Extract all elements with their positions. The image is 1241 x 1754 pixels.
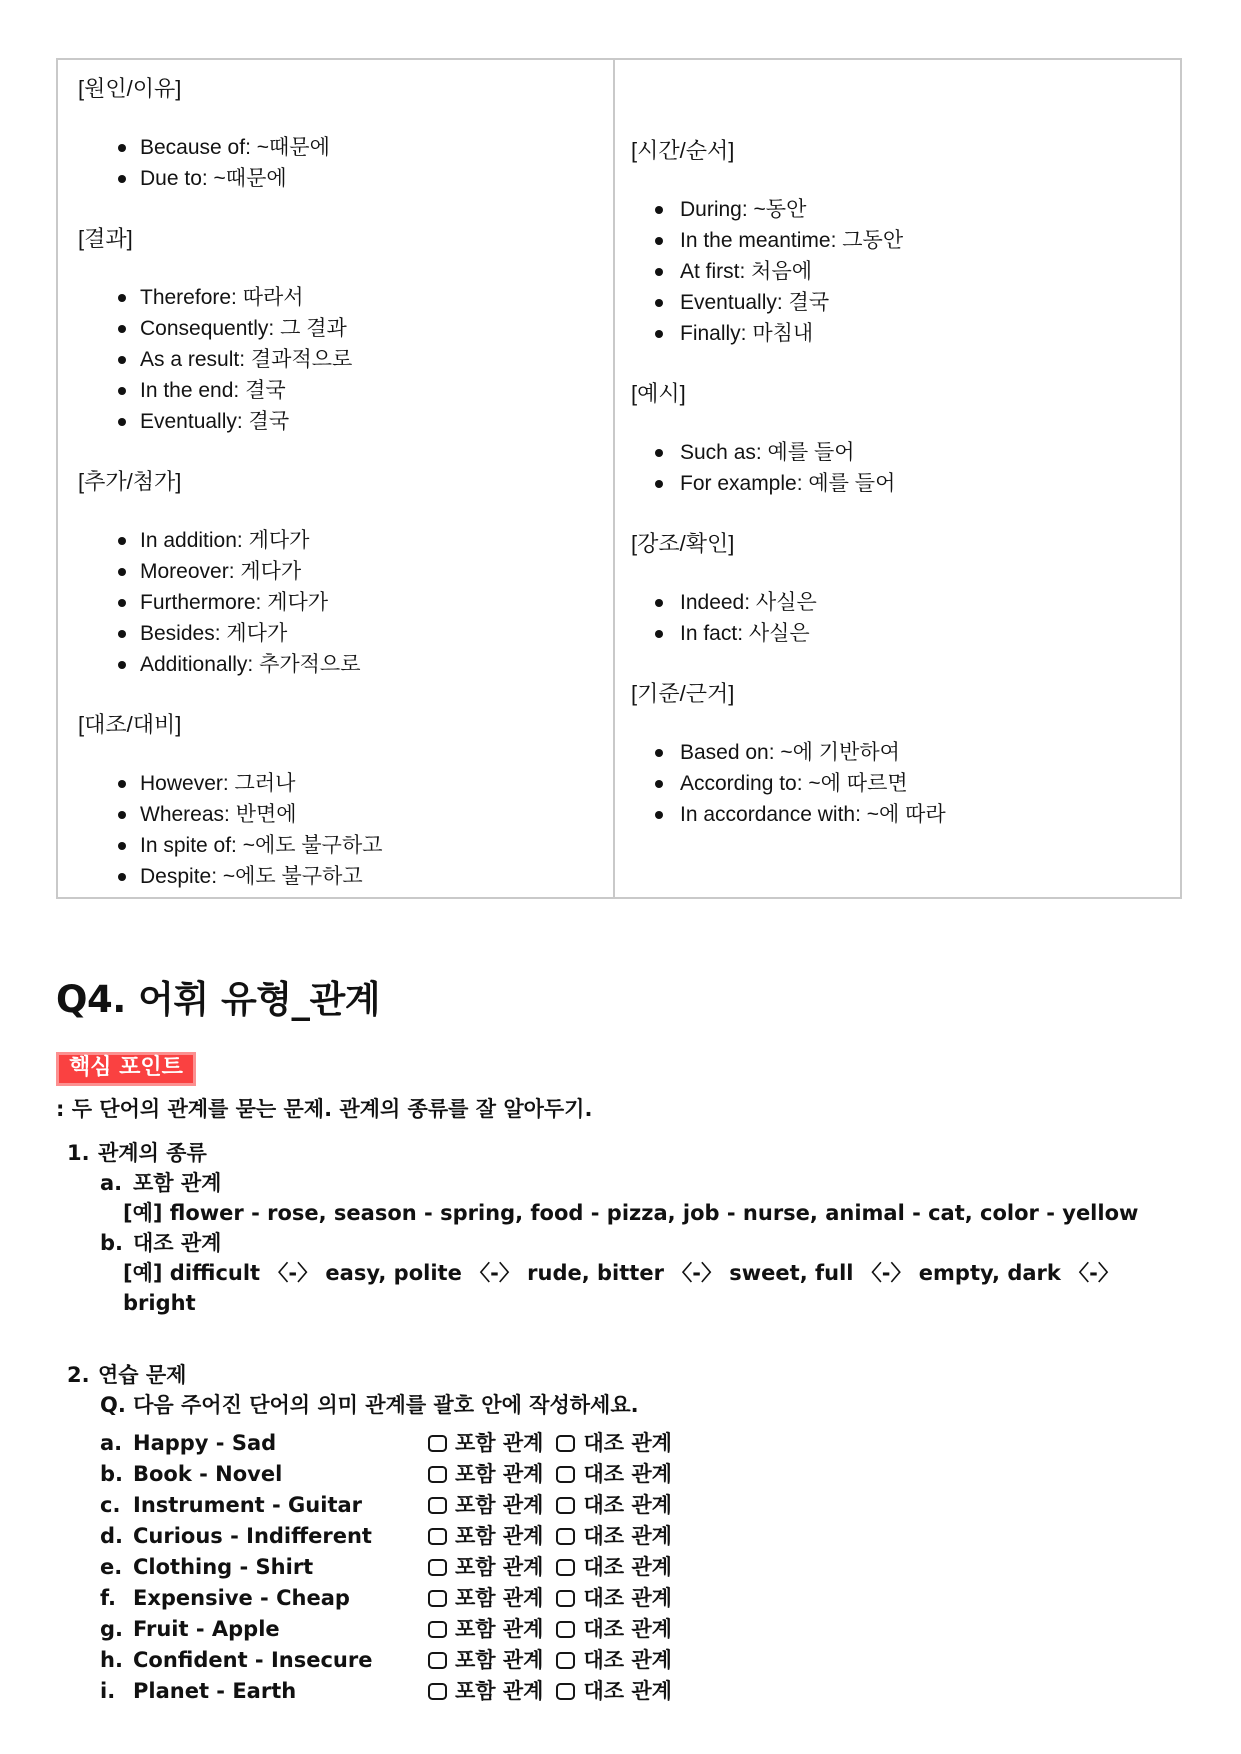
bullet-icon — [655, 749, 663, 757]
bullet-list — [631, 737, 1162, 830]
option-label: 포함 관계 — [455, 1555, 544, 1579]
section-result — [78, 224, 593, 437]
list-item — [631, 318, 1162, 349]
checkbox-icon — [428, 1652, 447, 1669]
word-pair: Book - Novel — [133, 1462, 283, 1486]
section-header: [시간/순서] — [631, 138, 735, 163]
list-item-text: In addition: 게다가 — [140, 529, 310, 552]
row-letter: d. — [100, 1524, 124, 1548]
section-header: [원인/이유] — [78, 76, 182, 101]
option-label: 포함 관계 — [455, 1462, 544, 1486]
list-item — [631, 468, 1162, 499]
list-item-text: Despite: ~에도 불구하고 — [140, 865, 363, 888]
section-contrast — [78, 710, 593, 892]
option-label: 포함 관계 — [455, 1679, 544, 1703]
bullet-list — [78, 282, 593, 437]
word-pair: Curious - Indifferent — [133, 1524, 372, 1548]
bullet-list — [631, 587, 1162, 649]
section-time-order — [631, 136, 1162, 349]
list-item-text: Besides: 게다가 — [140, 622, 288, 645]
section-addition — [78, 467, 593, 680]
answer-options — [428, 1583, 685, 1614]
sub-item-b — [56, 1228, 1186, 1258]
option-label: 대조 관계 — [583, 1431, 672, 1455]
list-item — [631, 256, 1162, 287]
sub-item-title: 대조 관계 — [133, 1231, 222, 1255]
bullet-icon — [118, 175, 126, 183]
row-letter: i. — [100, 1679, 116, 1703]
practice-row — [56, 1490, 1186, 1521]
option-label: 포함 관계 — [455, 1524, 544, 1548]
bullet-list — [631, 194, 1162, 349]
list-item-text: In fact: 사실은 — [680, 622, 810, 645]
option-label: 대조 관계 — [583, 1524, 672, 1548]
bullet-icon — [118, 630, 126, 638]
row-letter: f. — [100, 1586, 116, 1610]
section-basis — [631, 679, 1162, 830]
answer-options — [428, 1552, 685, 1583]
section-header: [대조/대비] — [78, 712, 182, 737]
option-label: 포함 관계 — [455, 1586, 544, 1610]
list-item — [78, 861, 593, 892]
bullet-icon — [118, 599, 126, 607]
checkbox-icon — [556, 1683, 575, 1700]
word-pair: Clothing - Shirt — [133, 1555, 314, 1579]
list-item — [78, 525, 593, 556]
practice-row — [56, 1583, 1186, 1614]
option-label: 대조 관계 — [583, 1679, 672, 1703]
practice-row — [56, 1676, 1186, 1707]
bullet-list — [631, 437, 1162, 499]
bullet-icon — [118, 387, 126, 395]
list-item — [631, 799, 1162, 830]
option-label: 포함 관계 — [455, 1617, 544, 1641]
checkbox-icon — [428, 1497, 447, 1514]
list-item-text: Because of: ~때문에 — [140, 136, 330, 159]
section-header: [예시] — [631, 381, 686, 406]
bullet-icon — [655, 599, 663, 607]
example-inclusion: [예] flower - rose, season - spring, food - pizza, job - nurse, animal - cat, color - yellow — [123, 1201, 1139, 1225]
list-item — [78, 406, 593, 437]
bullet-icon — [118, 294, 126, 302]
sub-item-title: 포함 관계 — [133, 1171, 222, 1195]
row-letter: e. — [100, 1555, 123, 1579]
list-number: 1. — [67, 1141, 90, 1165]
checkbox-icon — [556, 1621, 575, 1638]
bullet-list — [78, 525, 593, 680]
list-item — [78, 799, 593, 830]
list-item-text: Therefore: 따라서 — [140, 286, 304, 309]
list-number: 2. — [67, 1363, 90, 1387]
bullet-icon — [118, 144, 126, 152]
checkbox-icon — [428, 1590, 447, 1607]
list-item — [631, 737, 1162, 768]
list-item — [631, 225, 1162, 256]
option-label: 포함 관계 — [455, 1493, 544, 1517]
list-letter: a. — [100, 1171, 123, 1195]
page-title: Q4. 어휘 유형_관계 — [56, 978, 380, 1021]
key-point-badge: 핵심 포인트 — [56, 1052, 196, 1086]
checkbox-icon — [556, 1466, 575, 1483]
option-label: 대조 관계 — [583, 1462, 672, 1486]
section-emphasis — [631, 529, 1162, 649]
bullet-icon — [655, 206, 663, 214]
list-item — [631, 437, 1162, 468]
list-item — [78, 618, 593, 649]
section-header: [결과] — [78, 226, 133, 251]
bullet-icon — [118, 568, 126, 576]
list-item — [631, 194, 1162, 225]
list-item-text: Eventually: 결국 — [680, 291, 830, 314]
answer-options — [428, 1521, 685, 1552]
option-label: 포함 관계 — [455, 1648, 544, 1672]
option-label: 대조 관계 — [583, 1648, 672, 1672]
practice-row — [56, 1428, 1186, 1459]
row-letter: b. — [100, 1462, 124, 1486]
list-item-text: In the end: 결국 — [140, 379, 286, 402]
list-item-text: Due to: ~때문에 — [140, 167, 287, 190]
bullet-icon — [655, 330, 663, 338]
list-item-text: Furthermore: 게다가 — [140, 591, 329, 614]
bullet-icon — [655, 449, 663, 457]
list-item — [78, 768, 593, 799]
bullet-icon — [118, 873, 126, 881]
list-item-text: Based on: ~에 기반하여 — [680, 741, 900, 764]
list-item-text: During: ~동안 — [680, 198, 807, 221]
list-item — [631, 287, 1162, 318]
bullet-icon — [118, 356, 126, 364]
list-item-text: Such as: 예를 들어 — [680, 441, 855, 464]
list-item — [78, 830, 593, 861]
word-pair: Confident - Insecure — [133, 1648, 373, 1672]
practice-row — [56, 1552, 1186, 1583]
list-item-text: In the meantime: 그동안 — [680, 229, 904, 252]
bullet-icon — [118, 537, 126, 545]
list-item — [78, 649, 593, 680]
table-cell-left — [58, 60, 615, 897]
bullet-list — [78, 768, 593, 892]
checkbox-icon — [428, 1683, 447, 1700]
list-item-text: In spite of: ~에도 불구하고 — [140, 834, 383, 857]
bullet-icon — [118, 842, 126, 850]
list-item-text: As a result: 결과적으로 — [140, 348, 353, 371]
badge-row — [56, 1052, 1186, 1086]
bullet-icon — [118, 325, 126, 333]
sub-item-a — [56, 1168, 1186, 1198]
bullet-icon — [655, 811, 663, 819]
list-item — [631, 618, 1162, 649]
option-label: 대조 관계 — [583, 1493, 672, 1517]
word-pair: Happy - Sad — [133, 1431, 277, 1455]
word-pair: Planet - Earth — [133, 1679, 297, 1703]
row-letter: h. — [100, 1648, 123, 1672]
list-item — [78, 587, 593, 618]
list-item-text: Consequently: 그 결과 — [140, 317, 347, 340]
list-item — [78, 344, 593, 375]
bullet-icon — [655, 480, 663, 488]
list-item — [631, 587, 1162, 618]
section-header: [추가/첨가] — [78, 469, 182, 494]
question-section — [56, 978, 1186, 1707]
list-item-text: Additionally: 추가적으로 — [140, 653, 361, 676]
checkbox-icon — [428, 1621, 447, 1638]
list-item — [78, 556, 593, 587]
list-letter: b. — [100, 1231, 124, 1255]
checkbox-icon — [556, 1497, 575, 1514]
bullet-icon — [118, 780, 126, 788]
list-item — [78, 282, 593, 313]
bullet-icon — [118, 661, 126, 669]
list-item-text: Moreover: 게다가 — [140, 560, 302, 583]
bullet-list — [78, 132, 593, 194]
answer-options — [428, 1645, 685, 1676]
practice-row — [56, 1645, 1186, 1676]
bullet-icon — [118, 418, 126, 426]
list-title: 연습 문제 — [98, 1363, 187, 1387]
answer-options — [428, 1490, 685, 1521]
list-item — [78, 375, 593, 406]
list-item-text: Indeed: 사실은 — [680, 591, 817, 614]
option-label: 대조 관계 — [583, 1555, 672, 1579]
connectives-table — [56, 58, 1182, 899]
practice-row — [56, 1459, 1186, 1490]
bullet-icon — [655, 237, 663, 245]
answer-options — [428, 1459, 685, 1490]
list-item — [78, 163, 593, 194]
checkbox-icon — [428, 1559, 447, 1576]
list-item — [78, 132, 593, 163]
section-header: [기준/근거] — [631, 681, 735, 706]
list-item-text: At first: 처음에 — [680, 260, 813, 283]
checkbox-icon — [556, 1590, 575, 1607]
list-item-text: Eventually: 결국 — [140, 410, 290, 433]
question-line — [56, 1390, 1186, 1420]
bullet-icon — [655, 780, 663, 788]
checkbox-icon — [428, 1466, 447, 1483]
example-contrast: [예] difficult 〈-〉 easy, polite 〈-〉 rude, bitter 〈-〉 sweet, full 〈-〉 empty, dark 〈-〉 bright — [123, 1261, 1119, 1315]
word-pair: Instrument - Guitar — [133, 1493, 363, 1517]
practice-row — [56, 1521, 1186, 1552]
section-cause-reason — [78, 74, 593, 194]
row-letter: a. — [100, 1431, 123, 1455]
question-prefix: Q. 다음 주어진 단어의 의미 관계를 괄호 안에 작성하세요. — [100, 1393, 639, 1417]
list-item-text: However: 그러나 — [140, 772, 296, 795]
answer-options — [428, 1428, 685, 1459]
bullet-icon — [655, 299, 663, 307]
bullet-icon — [655, 268, 663, 276]
bullet-icon — [655, 630, 663, 638]
section-example — [631, 379, 1162, 499]
option-label: 대조 관계 — [583, 1617, 672, 1641]
row-letter: c. — [100, 1493, 121, 1517]
checkbox-icon — [556, 1528, 575, 1545]
answer-options — [428, 1614, 685, 1645]
row-letter: g. — [100, 1617, 124, 1641]
word-pair: Expensive - Cheap — [133, 1586, 350, 1610]
list-item-text: Finally: 마침내 — [680, 322, 814, 345]
numbered-item-1 — [56, 1138, 1186, 1168]
numbered-item-2 — [56, 1360, 1186, 1390]
option-label: 포함 관계 — [455, 1431, 544, 1455]
list-item — [631, 768, 1162, 799]
checkbox-icon — [556, 1559, 575, 1576]
checkbox-icon — [556, 1652, 575, 1669]
list-item-text: Whereas: 반면에 — [140, 803, 297, 826]
table-cell-right — [615, 60, 1180, 897]
checkbox-icon — [428, 1435, 447, 1452]
word-pair: Fruit - Apple — [133, 1617, 280, 1641]
key-point-description: : 두 단어의 관계를 묻는 문제. 관계의 종류를 잘 알아두기. — [56, 1097, 593, 1121]
list-title: 관계의 종류 — [98, 1141, 207, 1165]
option-label: 대조 관계 — [583, 1586, 672, 1610]
list-item — [78, 313, 593, 344]
practice-row — [56, 1614, 1186, 1645]
list-item-text: In accordance with: ~에 따라 — [680, 803, 946, 826]
practice-list — [56, 1428, 1186, 1707]
section-header: [강조/확인] — [631, 531, 735, 556]
list-item-text: According to: ~에 따르면 — [680, 772, 908, 795]
checkbox-icon — [428, 1528, 447, 1545]
checkbox-icon — [556, 1435, 575, 1452]
list-item-text: For example: 예를 들어 — [680, 472, 896, 495]
answer-options — [428, 1676, 685, 1707]
bullet-icon — [118, 811, 126, 819]
